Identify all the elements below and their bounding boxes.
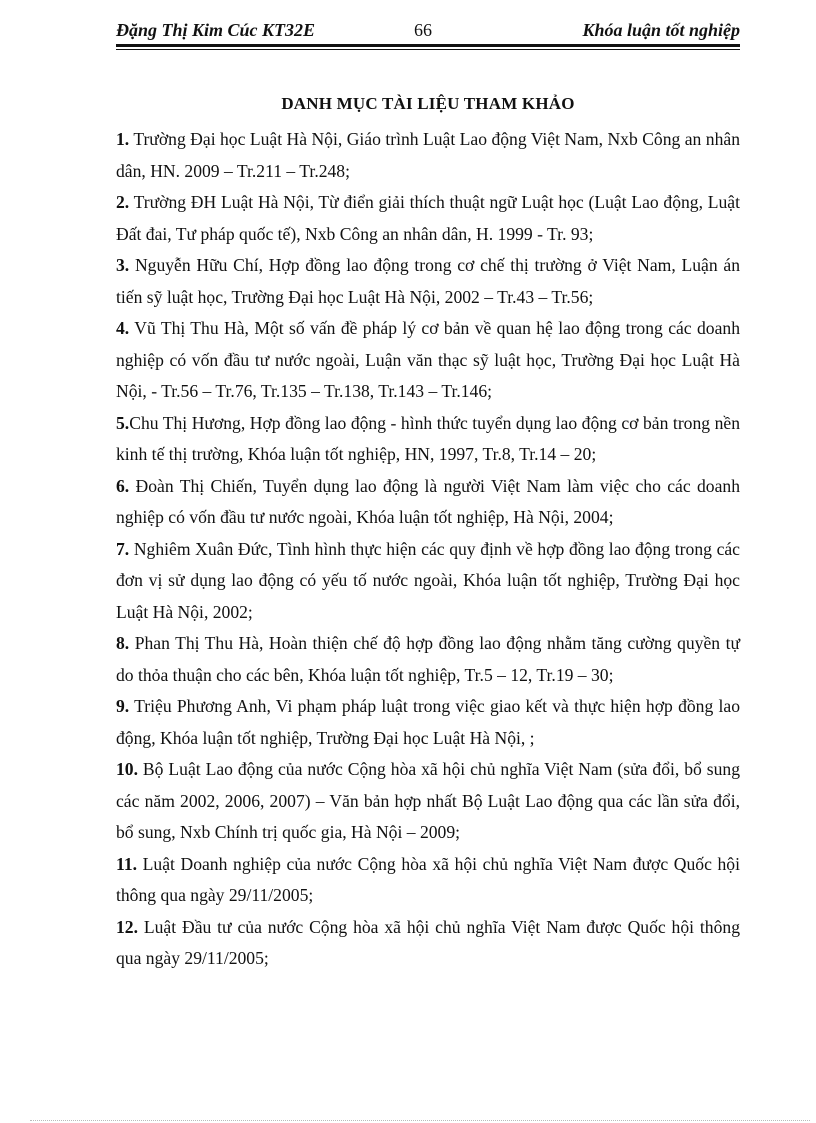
reference-item — [116, 912, 740, 975]
reference-text: Luật Doanh nghiệp của nước Cộng hòa xã hội chủ nghĩa Việt Nam được Quốc hội thông qua ngày 29/11/2005; — [116, 853, 740, 905]
reference-item — [116, 754, 740, 849]
reference-item — [116, 408, 740, 471]
reference-item — [116, 849, 740, 912]
reference-item — [116, 628, 740, 691]
reference-number: 7. — [116, 538, 130, 559]
reference-item — [116, 187, 740, 250]
reference-item — [116, 250, 740, 313]
reference-number: 3. — [116, 255, 130, 275]
reference-text: Nguyễn Hữu Chí, Hợp đồng lao động trong cơ chế thị trường ở Việt Nam, Luận án tiến sỹ luật học, Trường Đại học Luật Hà Nội, 2002 – Tr.43 – Tr.56; — [116, 255, 740, 307]
reference-number: 10. — [116, 759, 138, 779]
reference-item — [116, 471, 740, 534]
header-rule-thick — [116, 44, 740, 47]
reference-number: 8. — [116, 633, 130, 653]
footer-dotted-line — [30, 1120, 810, 1121]
reference-text: Bộ Luật Lao động của nước Cộng hòa xã hội chủ nghĩa Việt Nam (sửa đổi, bổ sung các năm 2002, 2006, 2007) – Văn bản hợp nhất Bộ Luật Lao động qua các lần sửa đổi, bổ sung, Nxb Chính trị quốc gia, Hà Nội – 2009; — [116, 759, 740, 842]
reference-text: Trường Đại học Luật Hà Nội, Giáo trình Luật Lao động Việt Nam, Nxb Công an nhân dân, HN. 2009 – Tr.211 – Tr.248; — [116, 129, 740, 181]
reference-number: 5. — [116, 412, 130, 433]
header-rule-thin — [116, 49, 740, 50]
page-title: DANH MỤC TÀI LIỆU THAM KHẢO — [281, 94, 575, 113]
reference-item — [116, 124, 740, 187]
header-author: Đặng Thị Kim Cúc KT32E — [116, 20, 316, 40]
reference-text: Trường ĐH Luật Hà Nội, Từ điển giải thích thuật ngữ Luật học (Luật Lao động, Luật Đất đai, Tư pháp quốc tế), Nxb Công an nhân dân, H. 1999 - Tr. 93; — [116, 192, 740, 244]
reference-number: 11. — [116, 853, 138, 874]
reference-item — [116, 313, 740, 408]
reference-number: 4. — [116, 318, 130, 338]
page-header — [116, 18, 740, 44]
reference-item — [116, 534, 740, 629]
reference-number: 9. — [116, 696, 130, 716]
reference-text: Vũ Thị Thu Hà, Một số vấn đề pháp lý cơ bản về quan hệ lao động trong các doanh nghiệp có vốn đầu tư nước ngoài, Luận văn thạc sỹ luật học, Trường Đại học Luật Hà Nội, - Tr.56 – Tr.76, Tr.135 – Tr.138, Tr.143 – Tr.146; — [116, 318, 740, 401]
reference-number: 6. — [116, 475, 130, 496]
reference-text: Triệu Phương Anh, Vi phạm pháp luật trong việc giao kết và thực hiện hợp đồng lao động, Khóa luận tốt nghiệp, Trường Đại học Luật Hà Nội, ; — [116, 696, 740, 748]
reference-number: 12. — [116, 916, 138, 937]
reference-item — [116, 691, 740, 754]
reference-text: Luật Đầu tư của nước Cộng hòa xã hội chủ nghĩa Việt Nam được Quốc hội thông qua ngày 29/11/2005; — [116, 916, 740, 968]
reference-number: 2. — [116, 192, 130, 212]
reference-text: Chu Thị Hương, Hợp đồng lao động - hình thức tuyển dụng lao động cơ bản trong nền kinh tế thị trường, Khóa luận tốt nghiệp, HN, 1997, Tr.8, Tr.14 – 20; — [116, 412, 740, 464]
reference-text: Đoàn Thị Chiến, Tuyển dụng lao động là người Việt Nam làm việc cho các doanh nghiệp có vốn đầu tư nước ngoài, Khóa luận tốt nghiệp, Hà Nội, 2004; — [116, 475, 740, 527]
header-doc-type: Khóa luận tốt nghiệp — [582, 20, 740, 40]
reference-list — [116, 124, 740, 975]
reference-text: Phan Thị Thu Hà, Hoàn thiện chế độ hợp đồng lao động nhằm tăng cường quyền tự do thỏa thuận cho các bên, Khóa luận tốt nghiệp, Tr.5 – 12, Tr.19 – 30; — [116, 633, 740, 685]
reference-number: 1. — [116, 129, 130, 149]
header-page-number: 66 — [414, 20, 432, 40]
reference-text: Nghiêm Xuân Đức, Tình hình thực hiện các quy định về hợp đồng lao động trong các đơn vị sử dụng lao động có yếu tố nước ngoài, Khóa luận tốt nghiệp, Trường Đại học Luật Hà Nội, 2002; — [116, 538, 740, 622]
